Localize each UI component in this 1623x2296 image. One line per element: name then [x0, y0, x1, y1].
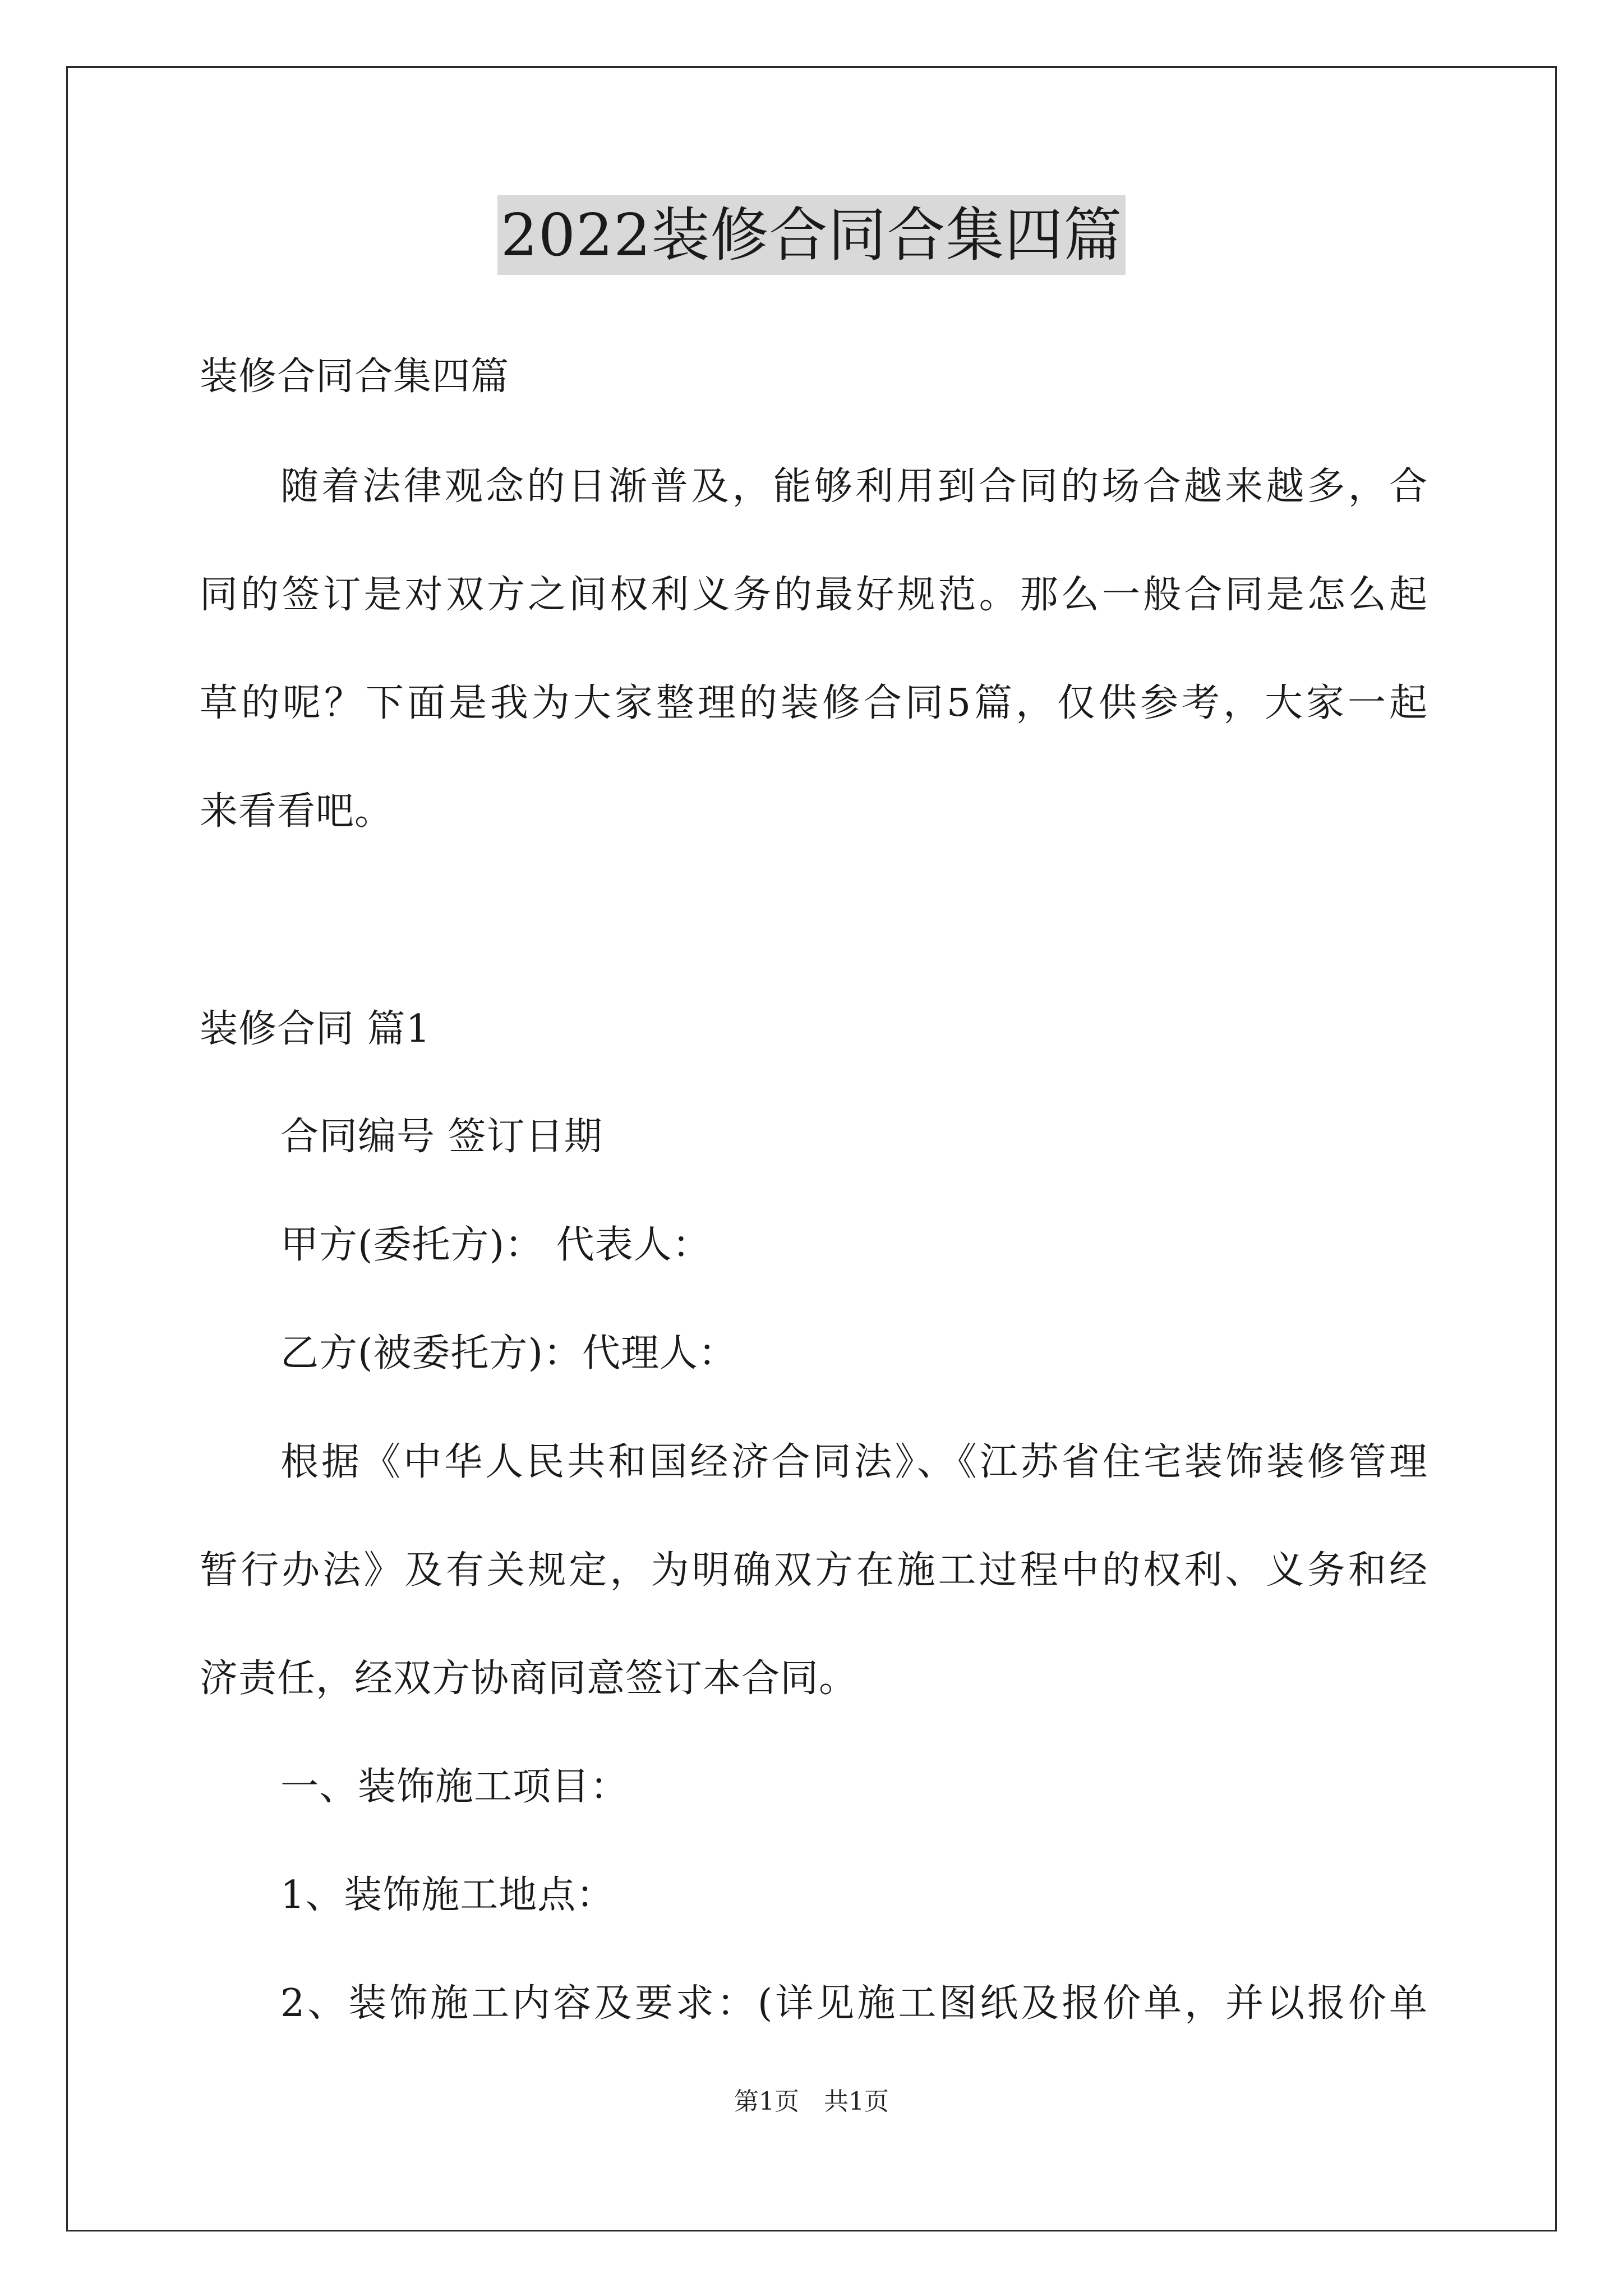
document-subtitle: 装修合同合集四篇	[200, 355, 510, 399]
title-container	[0, 195, 1623, 275]
page-footer: 第1页 共1页	[734, 2087, 889, 2116]
basis-line-2: 暂行办法》及有关规定，为明确双方在施工过程中的权利、义务和经	[200, 1548, 1428, 1593]
section-heading: 装修合同 篇1	[200, 1007, 431, 1051]
clause-item-2: 2、装饰施工内容及要求：(详见施工图纸及报价单，并以报价单	[280, 1981, 1428, 2026]
intro-line-2: 同的签订是对双方之间权利义务的最好规范。那么一般合同是怎么起	[200, 573, 1428, 617]
contract-number-line: 合同编号 签订日期	[280, 1115, 603, 1159]
clause-item-1: 1、装饰施工地点：	[280, 1873, 615, 1917]
clause-heading: 一、装饰施工项目：	[280, 1765, 629, 1809]
party-b-line: 乙方(被委托方)：代理人：	[280, 1331, 737, 1375]
intro-line-4: 来看看吧。	[200, 789, 394, 834]
basis-line-3: 济责任，经双方协商同意签订本合同。	[200, 1657, 858, 1701]
intro-line-1: 随着法律观念的日渐普及，能够利用到合同的场合越来越多，合	[280, 464, 1428, 509]
party-a-line: 甲方(委托方)： 代表人：	[280, 1223, 711, 1267]
intro-line-3: 草的呢？下面是我为大家整理的装修合同5篇，仅供参考，大家一起	[200, 681, 1428, 725]
document-title: 2022装修合同合集四篇	[497, 195, 1126, 275]
basis-line-1: 根据《中华人民共和国经济合同法》、《江苏省住宅装饰装修管理	[280, 1440, 1428, 1484]
